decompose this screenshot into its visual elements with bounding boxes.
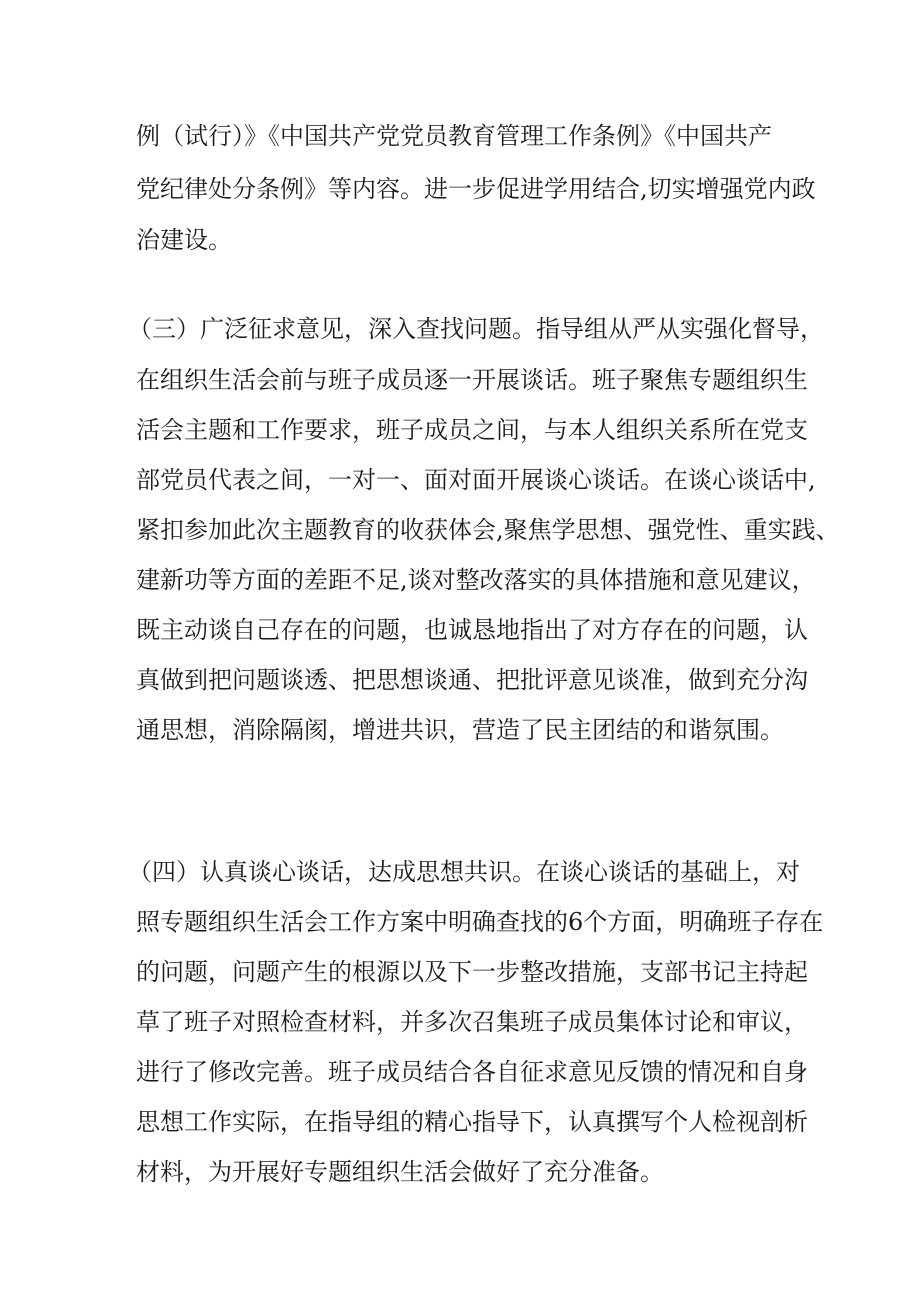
text-line: 通思想，消除隔阂，增进共识，营造了民主团结的和谐氛围。 (136, 716, 784, 744)
text-line: 的问题，问题产生的根源以及下一步整改措施，支部书记主持起 (136, 958, 808, 986)
text-line: 紧扣参加此次主题教育的收获体会,聚焦学思想、强党性、重实践、 (136, 516, 840, 544)
text-line: 真做到把问题谈透、把思想谈通、把批评意见谈准，做到充分沟 (136, 666, 808, 694)
text-line: 治建设。 (136, 226, 232, 254)
section-heading-line: （四）认真谈心谈话，达成思想共识。在谈心谈话的基础上，对 (128, 858, 800, 886)
text-line: 例（试行）》《中国共产党党员教育管理工作条例》《中国共产 (136, 122, 772, 150)
text-line: 建新功等方面的差距不足,谈对整改落实的具体措施和意见建议， (136, 566, 816, 594)
text-line: 活会主题和工作要求，班子成员之间，与本人组织关系所在党支 (136, 416, 808, 444)
text-line: 进行了修改完善。班子成员结合各自征求意见反馈的情况和自身 (136, 1058, 808, 1086)
text-line: 党纪律处分条例》等内容。进一步促进学用结合,切实增强党内政 (136, 175, 816, 203)
text-line: 材料，为开展好专题组织生活会做好了充分准备。 (136, 1158, 664, 1186)
text-line: 思想工作实际，在指导组的精心指导下，认真撰写个人检视剖析 (136, 1108, 808, 1136)
text-line: 草了班子对照检查材料，并多次召集班子成员集体讨论和审议， (136, 1008, 808, 1036)
section-heading-line: （三）广泛征求意见，深入查找问题。指导组从严从实强化督导， (128, 315, 824, 343)
text-line: 部党员代表之间，一对一、面对面开展谈心谈话。在谈心谈话中, (136, 466, 816, 494)
text-line: 照专题组织生活会工作方案中明确查找的6个方面，明确班子存在 (136, 908, 824, 936)
text-line: 既主动谈自己存在的问题，也诚恳地指出了对方存在的问题，认 (136, 616, 808, 644)
text-line (136, 760, 796, 800)
text-line: 在组织生活会前与班子成员逐一开展谈话。班子聚焦专题组织生 (136, 366, 808, 394)
